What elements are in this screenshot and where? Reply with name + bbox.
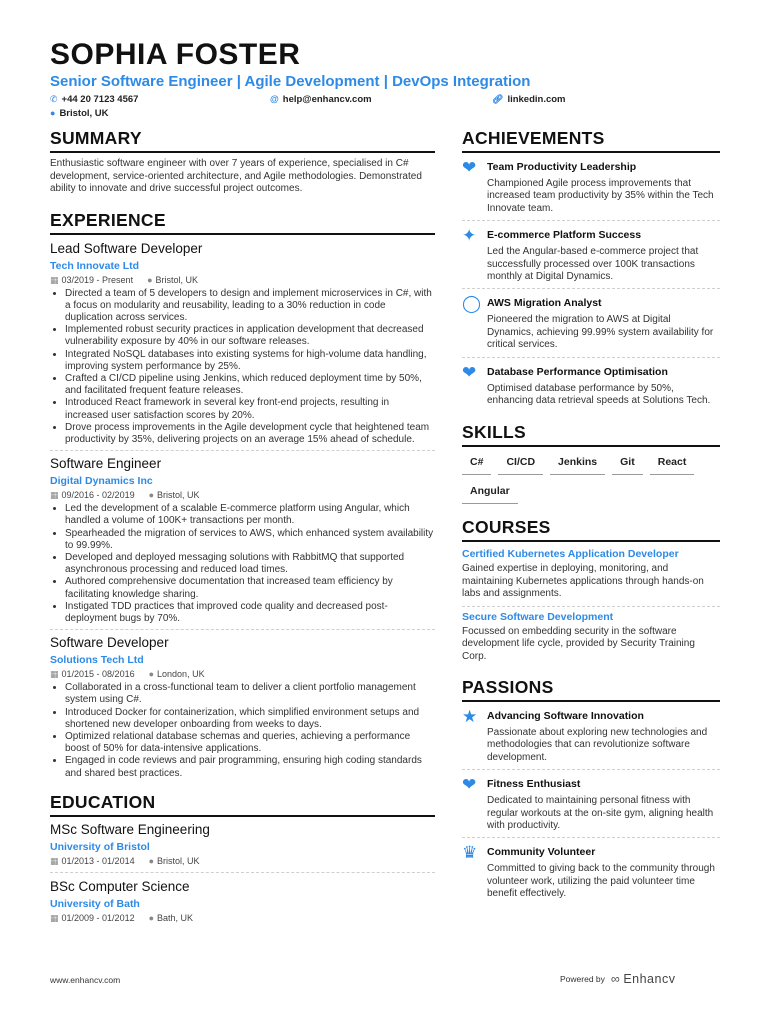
courses-heading: COURSES: [462, 517, 720, 542]
job-dates: 03/2019 - Present: [61, 274, 134, 285]
job-bullet: • Directed a team of 5 developers to design and implement microservices in C#, with a focus on modularity and reusability, leading to a 30% reduction in code duplication across services.: [65, 288, 435, 325]
achievement-title: Team Productivity Leadership: [487, 161, 637, 173]
location-pin-icon: ●: [148, 490, 155, 501]
skill-tag: Angular: [462, 482, 518, 504]
star-icon: ★: [462, 706, 478, 726]
passion-title: Advancing Software Innovation: [487, 709, 644, 722]
calendar-icon: ▦: [50, 490, 59, 501]
powered-by-text: Powered by: [560, 974, 605, 984]
contact-phone: [50, 94, 138, 105]
job-bullet: • Integrated NoSQL databases into existing systems for high-volume data handling, improving system performance by 25%.: [65, 349, 435, 373]
divider: [50, 450, 435, 451]
summary-text: Enthusiastic software engineer with over 7 years of experience, specialised in C# development, service-oriented architecture, and Agile methodologies. Demonstrated ability to innovate and drive successful project outcomes.: [50, 158, 422, 194]
passion-desc: Dedicated to maintaining personal fitness with regular workouts at the on-site gym, aligning health with productivity.: [487, 795, 714, 831]
job-bullet: • Introduced Docker for containerization, which simplified environment setups and shortened new developer onboarding from weeks to days.: [65, 707, 435, 731]
company-name: Digital Dynamics Inc: [50, 475, 153, 488]
job-bullet: • Crafted a CI/CD pipeline using Jenkins, which reduced deployment time by 50%, and facilitated frequent feature releases.: [65, 373, 435, 397]
skill-tag: Git: [612, 453, 643, 475]
skill-tag: Jenkins: [550, 453, 605, 475]
course-item: [462, 548, 720, 600]
experience-heading: EXPERIENCE: [50, 210, 435, 235]
education-dates: 01/2013 - 01/2014: [61, 855, 135, 866]
course-desc: Focussed on embedding security in the software development life cycle, provided by Security Training Corp.: [462, 625, 695, 662]
education-entry: [50, 822, 435, 867]
achievement-title: Database Performance Optimisation: [487, 365, 668, 378]
contact-email[interactable]: [270, 94, 372, 105]
skills-list: [462, 453, 720, 511]
passions-heading: PASSIONS: [462, 677, 720, 702]
school-name: University of Bristol: [50, 840, 150, 853]
location-pin-icon: ●: [148, 855, 155, 866]
calendar-icon: ▦: [50, 669, 59, 680]
brand-logo[interactable]: [611, 972, 676, 986]
job-title: Software Developer: [50, 635, 169, 651]
job-location: London, UK: [157, 669, 205, 680]
job-bullet: • Developed and deployed messaging solutions with RabbitMQ that supported asynchronous processing and reduced load times.: [65, 552, 435, 576]
job-bullet: • Implemented robust security practices in application development that decreased vulnerability exposure by 40% in our software releases.: [65, 324, 435, 348]
location-pin-icon: ●: [147, 274, 153, 285]
education-heading: EDUCATION: [50, 792, 435, 817]
location-pin-icon: ●: [50, 108, 56, 118]
footer-website[interactable]: www.enhancv.com: [50, 975, 121, 985]
job-bullets: [50, 682, 435, 780]
heart-icon: ❤: [462, 362, 477, 382]
job-bullet: • Optimized relational database schemas and queries, achieving a performance boost of 50% for data-intensive applications.: [65, 731, 435, 755]
divider: [50, 872, 435, 873]
achievement-desc: Optimised database performance by 50%, enhancing data retrieval speeds at Solutions Tech.: [487, 382, 711, 407]
experience-entry: [50, 456, 435, 625]
right-column: [462, 128, 720, 901]
course-desc: Gained expertise in deploying, monitoring, and maintaining Kubernetes applications through hands-on labs and assignments.: [462, 563, 704, 600]
divider: [462, 606, 720, 607]
company-name: Solutions Tech Ltd: [50, 654, 144, 667]
achievements-heading: ACHIEVEMENTS: [462, 128, 720, 153]
degree-title: MSc Software Engineering: [50, 821, 210, 837]
job-meta: [50, 490, 435, 501]
company-name: Tech Innovate Ltd: [50, 259, 140, 272]
resume-headline: Senior Software Engineer | Agile Development | DevOps Integration: [50, 73, 531, 90]
education-location: Bristol, UK: [157, 855, 200, 866]
skill-tag: C#: [462, 453, 491, 475]
job-meta: [50, 669, 435, 680]
at-icon: @: [270, 94, 279, 104]
calendar-icon: ▦: [50, 855, 59, 866]
education-meta: [50, 913, 435, 924]
divider: [462, 220, 720, 221]
summary-heading: SUMMARY: [50, 128, 435, 153]
degree-title: BSc Computer Science: [50, 878, 190, 894]
calendar-icon: ▦: [50, 274, 59, 285]
job-bullet: • Instigated TDD practices that improved code quality and decreased post-deployment bugs by 70%.: [65, 601, 435, 625]
job-bullets: [50, 288, 435, 447]
experience-entry: [50, 241, 435, 447]
skill-tag: React: [650, 453, 695, 475]
location-pin-icon: ●: [148, 669, 155, 680]
job-bullet: • Led the development of a scalable E-commerce platform using Angular, which handled a volume of 100K+ transactions per month.: [65, 503, 435, 527]
course-title: Certified Kubernetes Application Developer: [462, 548, 679, 561]
job-meta: [50, 275, 435, 286]
divider: [462, 357, 720, 358]
education-meta: [50, 856, 435, 867]
course-item: [462, 611, 720, 663]
contact-linkedin[interactable]: [492, 94, 566, 105]
linkedin-text[interactable]: linkedin.com: [507, 94, 566, 105]
location-text: Bristol, UK: [59, 108, 109, 119]
achievement-item: [462, 362, 720, 408]
heart-icon: ❤: [462, 158, 477, 177]
school-name: University of Bath: [50, 897, 140, 910]
job-dates: 09/2016 - 02/2019: [61, 490, 135, 501]
achievement-title: E-commerce Platform Success: [487, 229, 642, 242]
resume-name: SOPHIA FOSTER: [50, 38, 301, 71]
contact-location: [50, 108, 109, 119]
education-entry: [50, 879, 435, 924]
achievement-desc: Pioneered the migration to AWS at Digital Dynamics, achieving 99.99% system availability for critical services.: [487, 314, 714, 351]
divider: [50, 629, 435, 630]
skill-tag: CI/CD: [498, 453, 543, 475]
job-title: Software Engineer: [50, 456, 162, 472]
achievement-item: [462, 294, 720, 351]
link-icon: 🔗︎: [492, 94, 504, 104]
passion-item: [462, 706, 720, 764]
divider: [462, 288, 720, 289]
calendar-icon: ▦: [50, 912, 59, 923]
divider: [462, 837, 720, 838]
achievement-desc: Led the Angular-based e-commerce project that successfully processed over 100K transactions monthly at Digital Dynamics.: [487, 246, 699, 283]
job-bullet: • Introduced React framework in several key front-end projects, resulting in increased user satisfaction scores by 20%.: [65, 397, 435, 421]
job-bullet: • Collaborated in a cross-functional team to deliver a client portfolio management system using C#.: [65, 682, 435, 706]
passion-desc: Committed to giving back to the community through volunteer work, utilizing the paid volunteer time benefit effectively.: [487, 863, 715, 900]
location-pin-icon: ●: [148, 912, 155, 923]
skills-heading: SKILLS: [462, 422, 720, 447]
passion-item: [462, 843, 720, 900]
achievement-item: [462, 158, 720, 215]
job-location: Bristol, UK: [157, 490, 200, 501]
phone-text: +44 20 7123 4567: [61, 94, 139, 105]
footer-branding: [560, 972, 675, 986]
job-bullets: [50, 503, 435, 625]
job-bullet: • Engaged in code reviews and pair programming, ensuring high coding standards and shared best practices.: [65, 755, 435, 779]
job-bullet: • Drove process improvements in the Agile development cycle that heightened team productivity by 35%, delivering projects on an average 15% ahead of schedule.: [65, 422, 435, 446]
lightbulb-icon: ◯: [462, 294, 482, 314]
job-location: Bristol, UK: [155, 274, 199, 285]
passion-item: [462, 775, 720, 832]
passion-title: Community Volunteer: [487, 846, 596, 859]
phone-icon: ✆: [50, 94, 58, 104]
brand-name: Enhancv: [623, 972, 676, 986]
magic-wand-icon: ✦: [462, 226, 477, 246]
infinity-icon: ∞: [610, 972, 621, 986]
passion-desc: Passionate about exploring new technologies and methodologies that can revolutionize software development.: [487, 726, 708, 763]
job-title: Lead Software Developer: [50, 240, 203, 256]
job-dates: 01/2015 - 08/2016: [61, 669, 135, 680]
education-location: Bath, UK: [157, 912, 194, 923]
email-text[interactable]: help@enhancv.com: [282, 94, 372, 105]
education-dates: 01/2009 - 01/2012: [61, 912, 135, 923]
trophy-icon: ♛: [462, 843, 478, 863]
job-bullet: • Authored comprehensive documentation that increased team efficiency by facilitating knowledge sharing.: [65, 576, 435, 600]
course-title: Secure Software Development: [462, 610, 614, 623]
heart-icon: ❤: [462, 775, 477, 795]
achievement-item: [462, 226, 720, 283]
achievement-title: AWS Migration Analyst: [487, 297, 602, 310]
experience-entry: [50, 635, 435, 780]
left-column: [50, 128, 435, 924]
divider: [462, 769, 720, 770]
achievement-desc: Championed Agile process improvements that increased team productivity by 35% within the Tech Innovate team.: [487, 178, 714, 214]
passion-title: Fitness Enthusiast: [487, 778, 581, 791]
job-bullet: • Spearheaded the migration of services to AWS, which enhanced system availability to 99.99%.: [65, 528, 435, 552]
